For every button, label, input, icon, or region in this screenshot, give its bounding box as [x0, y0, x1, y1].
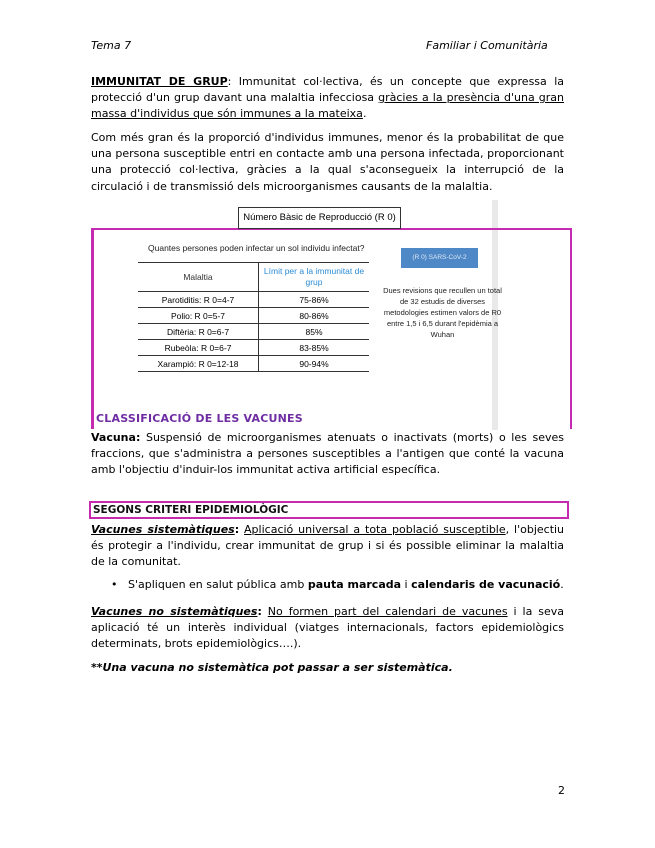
classification-title: CLASSIFICACIÓ DE LES VACUNES	[96, 412, 303, 425]
column-header-limit: Límit per a la immunitat de grup	[259, 263, 370, 292]
bullet-bold-a: pauta marcada	[307, 578, 402, 591]
vaccine-term: Vacuna:	[91, 431, 141, 444]
bullet-end: .	[560, 578, 564, 591]
disease-cell: Xarampió: R 0=12-18	[138, 356, 259, 372]
systematic-underlined: Aplicació universal a tota població susceptible	[244, 523, 506, 536]
non-systematic-colon: :	[257, 605, 262, 618]
bullet-text-a: S'apliquen en salut pública amb	[128, 578, 308, 591]
table-row	[138, 324, 369, 340]
p1-colon: :	[227, 75, 232, 88]
note: **Una vacuna no sistemàtica pot passar a ser sistemàtica.	[91, 661, 453, 674]
limit-cell: 83-85%	[259, 340, 370, 356]
proportion-paragraph: Com més gran és la proporció d'individus immunes, menor és la probabilitat de que una persona susceptible entri en contacte amb una persona infectada, proporcionant una protecció col·lectiva, gràcies a la qual s'aconsegueix la interrupció de la circulació i de transmissió dels microorganismes causants de la malaltia.	[91, 131, 564, 193]
figure-title: Número Bàsic de Reproducció (R 0)	[238, 207, 401, 229]
bullet-text-b: i	[401, 578, 412, 591]
p1-text: Immunitat col·lectiva, és un concepte que expressa la protecció d'un grup davant una malaltia infecciosa	[91, 75, 564, 105]
non-systematic-text: i la seva aplicació té un interès individual (viatges internacionals, factors epidemiològics determinats, brots epidemiològics….).	[91, 605, 565, 651]
vaccine-definition	[91, 430, 564, 479]
header-right: Familiar i Comunitària	[426, 39, 548, 52]
p1-underlined: gràcies a la presència d'una gran massa d'individus que són immunes a la mateixa	[91, 91, 564, 121]
non-systematic-underlined: No formen part del calendari de vacunes	[267, 605, 508, 618]
systematic-colon: :	[234, 523, 240, 536]
non-systematic-vaccines-paragraph	[91, 604, 564, 653]
herd-immunity-term: IMMUNITAT DE GRUP	[91, 75, 228, 88]
table-question: Quantes persones poden infectar un sol individu infectat?	[138, 234, 369, 263]
column-header-disease: Malaltia	[138, 263, 259, 292]
limit-cell: 80-86%	[259, 308, 370, 324]
table-row	[138, 356, 369, 372]
systematic-term: Vacunes sistemàtiques	[91, 523, 235, 536]
vaccine-text: Suspensió de microorganismes atenuats o inactivats (morts) o les seves fraccions, que s'administra a persones susceptibles a l'antigen que conté la vacuna amb l'objectiu d'induir-los immunitat activa artificial específica.	[91, 431, 564, 477]
bullet-bold-b: calendaris de vacunació	[411, 578, 561, 591]
limit-cell: 90-94%	[259, 356, 370, 372]
sars-cov-2-badge: (R 0) SARS-CoV-2	[401, 248, 478, 268]
disease-cell: Polio: R 0=5-7	[138, 308, 259, 324]
non-systematic-term: Vacunes no sistemàtiques	[91, 605, 258, 618]
table-row	[138, 308, 369, 324]
section-heading: SEGONS CRITERI EPIDEMIOLÒGIC	[89, 501, 569, 519]
table-row	[138, 340, 369, 356]
bullet-text	[128, 578, 564, 591]
disease-cell: Parotiditis: R 0=4-7	[138, 292, 259, 308]
systematic-vaccines-paragraph	[91, 522, 564, 571]
disease-cell: Rubeòla: R 0=6-7	[138, 340, 259, 356]
p1-end: .	[362, 107, 367, 121]
herd-immunity-paragraph	[91, 74, 564, 123]
page-number: 2	[558, 784, 565, 797]
limit-cell: 85%	[259, 324, 370, 340]
disease-cell: Diftèria: R 0=6-7	[138, 324, 259, 340]
r0-table	[138, 234, 369, 372]
table-row	[138, 292, 369, 308]
systematic-text: , l'objectiu és protegir a l'individu, crear immunitat de grup i si és possible eliminar la malaltia de la comunitat.	[91, 523, 565, 569]
bullet-icon: •	[111, 578, 118, 591]
wuhan-note: Dues revisions que recullen un total de 32 estudis de diverses metodologies estimen valors de R0 entre 1,5 i 6,5 durant l'epidèmia a Wuhan	[383, 286, 502, 339]
limit-cell: 75-86%	[259, 292, 370, 308]
header-left: Tema 7	[91, 39, 132, 52]
